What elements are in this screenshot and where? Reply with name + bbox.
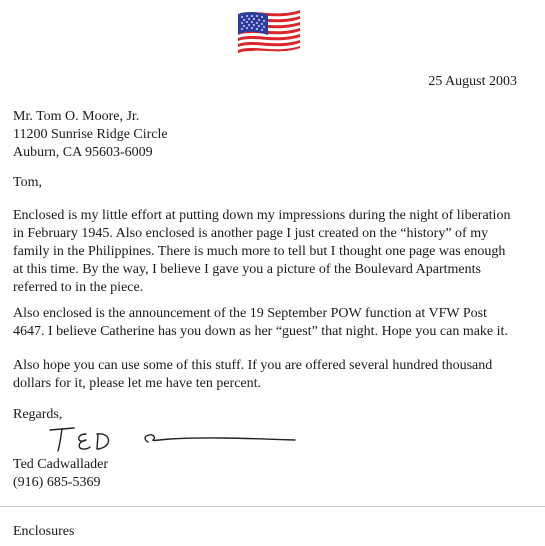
handwritten-signature [40,418,310,458]
body-paragraph [13,305,538,341]
sender-block [13,456,108,492]
recipient-city: Auburn, CA 95603-6009 [13,145,153,160]
paragraph-line: 4647. I believe Catherine has you down as her “guest” that night. Hope you can make it. [13,324,508,339]
paragraph-line: Also enclosed is the announcement of the 19 September POW function at VFW Post [13,306,487,321]
letter-date: 25 August 2003 [428,74,517,89]
recipient-street: 11200 Sunrise Ridge Circle [13,127,168,142]
body-paragraph [13,207,538,297]
sender-phone: (916) 685-5369 [13,475,101,490]
enclosures-note: Enclosures [13,524,75,539]
page-divider [0,506,545,507]
recipient-name: Mr. Tom O. Moore, Jr. [13,109,140,124]
paragraph-line: family in the Philippines. There is much more to tell but I thought one page was enough [13,244,506,259]
paragraph-line: Enclosed is my little effort at putting down my impressions during the night of liberation [13,208,511,223]
paragraph-line: Also hope you can use some of this stuff. If you are offered several hundred thousand [13,358,493,373]
paragraph-line: at this time. By the way, I believe I gave you a picture of the Boulevard Apartments [13,262,481,277]
paragraph-line: in February 1945. Also enclosed is another page I just created on the “history” of my [13,226,489,241]
body-paragraph [13,357,538,393]
closing: Regards, [13,407,63,422]
salutation: Tom, [13,175,42,190]
paragraph-line: referred to in the piece. [13,280,144,295]
sender-name: Ted Cadwallader [13,457,109,472]
recipient-address [13,108,168,162]
us-flag-icon [234,4,304,64]
paragraph-line: dollars for it, please let me have ten percent. [13,376,262,391]
